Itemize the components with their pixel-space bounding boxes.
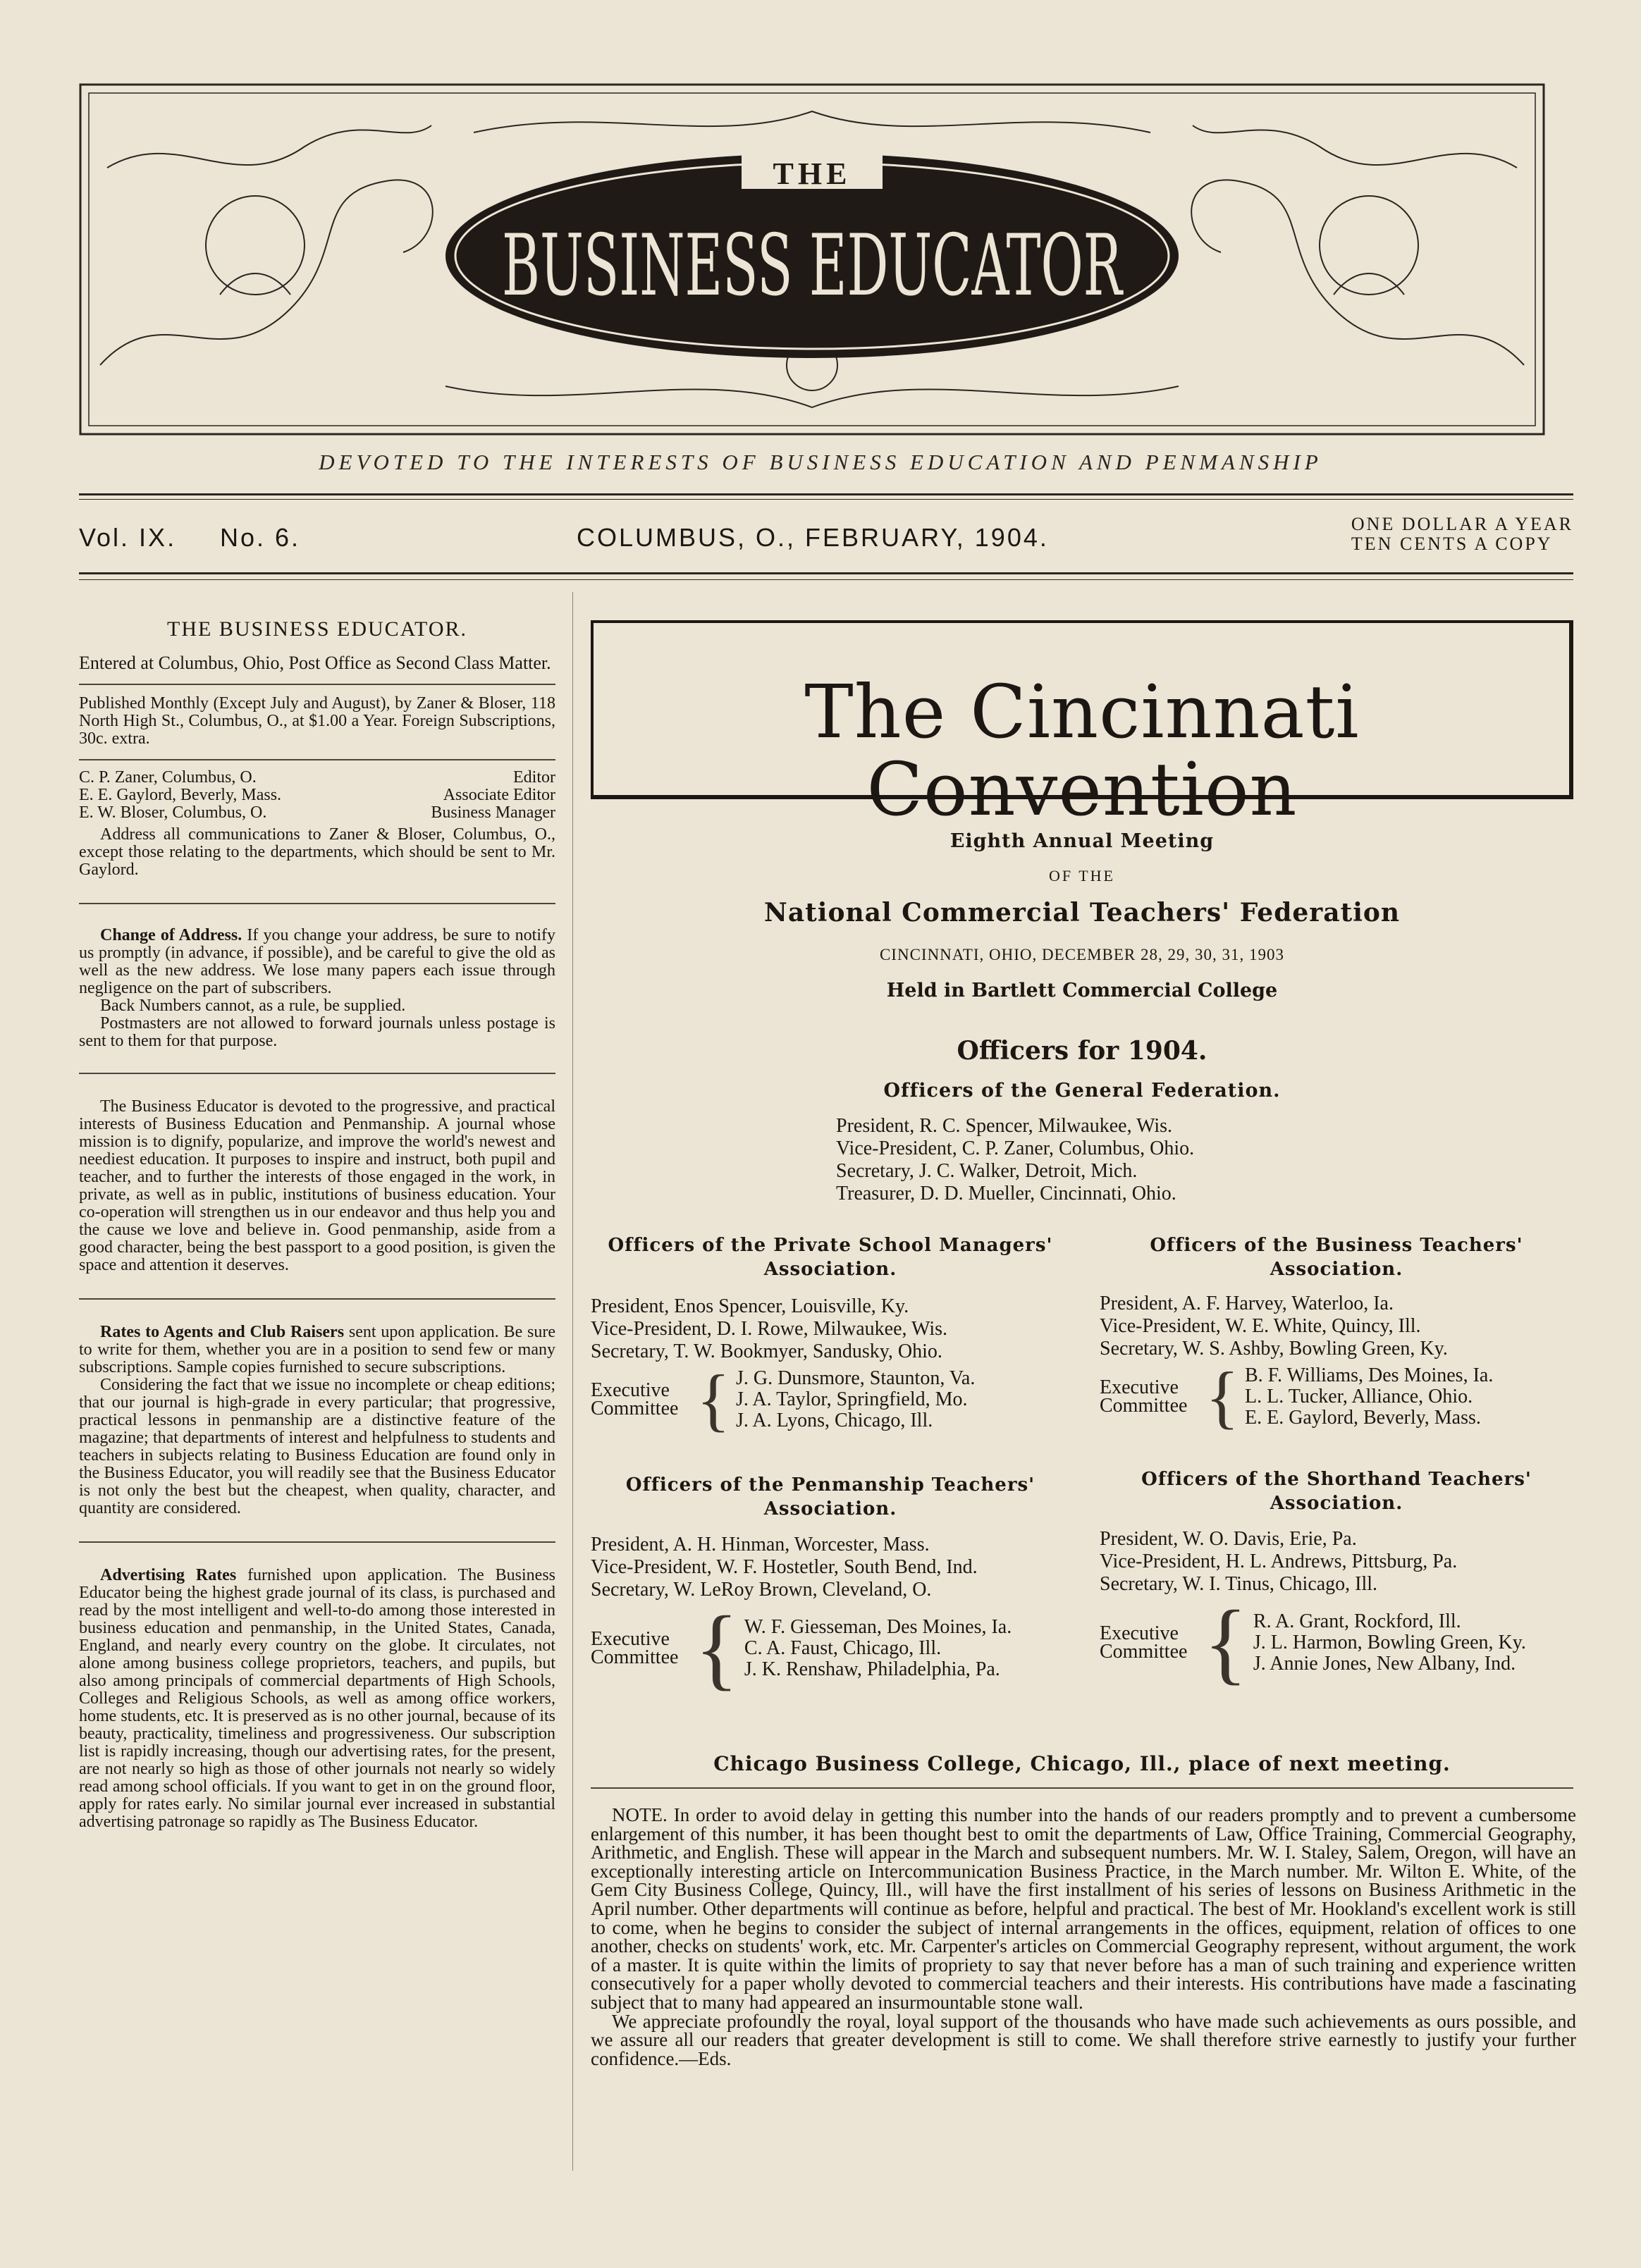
exec-member: C. A. Faust, Chicago, Ill.: [744, 1637, 942, 1659]
federation-name: National Commercial Teachers' Federation: [763, 898, 1401, 927]
divider: [591, 1787, 1573, 1789]
bottom-rule: [79, 572, 1573, 574]
journal-info: [79, 617, 555, 1831]
exec-committee: [1100, 1357, 1579, 1436]
divider: [79, 1541, 555, 1543]
divider: [79, 903, 555, 904]
officer-line: Vice-President, C. P. Zaner, Columbus, Ohio.: [836, 1138, 1195, 1159]
brace-icon: {: [1205, 1357, 1239, 1436]
masthead-logo: [79, 83, 1545, 436]
column-divider: [572, 592, 573, 2171]
exec-member: B. F. Williams, Des Moines, Ia.: [1245, 1364, 1494, 1386]
rates-agents: [79, 1324, 555, 1376]
staff-role: Business Manager: [431, 803, 555, 822]
divider: [79, 759, 555, 760]
adv-head: Advertising Rates: [100, 1566, 237, 1584]
issue-number: No. 6.: [220, 523, 301, 552]
officer-line: Secretary, W. LeRoy Brown, Cleveland, O.: [591, 1579, 932, 1601]
exec-member: J. G. Dunsmore, Staunton, Va.: [736, 1367, 976, 1389]
exec-list: [1253, 1611, 1579, 1675]
exec-committee: [1100, 1592, 1579, 1694]
back-numbers: Back Numbers cannot, as a rule, be supplied.: [100, 997, 406, 1015]
staff-row: [79, 769, 555, 787]
private-officers: [591, 1295, 1077, 1438]
advertising-rates: [79, 1567, 555, 1831]
officer-line: Treasurer, D. D. Mueller, Cincinnati, Ohio.: [836, 1183, 1176, 1204]
price-copy: TEN CENTS A COPY: [1351, 534, 1553, 554]
journal-name: THE BUSINESS EDUCATOR.: [167, 617, 467, 641]
penmanship-officers: [591, 1534, 1070, 1699]
brace-icon: {: [696, 1360, 730, 1438]
address-notice: Address all communications to Zaner & Bloser, Columbus, O., except those relating to the departments, which should be sent to Mr. Gaylord.: [79, 825, 555, 879]
brace-icon: {: [1203, 1592, 1248, 1694]
business-heading: Officers of the Business Teachers' Association.: [1150, 1235, 1523, 1280]
bottom-rule-thin: [79, 579, 1573, 580]
masthead-tagline: DEVOTED TO THE INTERESTS OF BUSINESS EDUCATION AND PENMANSHIP: [319, 450, 1322, 474]
shorthand-heading: Officers of the Shorthand Teachers' Association.: [1141, 1469, 1532, 1514]
staff-role: Associate Editor: [443, 786, 555, 804]
exec-member: J. L. Harmon, Bowling Green, Ky.: [1253, 1632, 1526, 1653]
officer-line: Vice-President, D. I. Rowe, Milwaukee, Wis.: [591, 1318, 948, 1340]
exec-member: J. A. Lyons, Chicago, Ill.: [736, 1410, 933, 1431]
staff-row: [79, 804, 555, 822]
masthead-the: THE: [773, 156, 852, 191]
officer-line: Secretary, J. C. Walker, Detroit, Mich.: [836, 1160, 1138, 1182]
officer-line: President, A. H. Hinman, Worcester, Mass.: [591, 1534, 930, 1555]
exec-label: Executive Committee: [591, 1379, 679, 1419]
volume: Vol. IX.: [79, 523, 177, 552]
meeting-line: Eighth Annual Meeting: [949, 830, 1215, 852]
officer-line: Secretary, T. W. Bookmyer, Sandusky, Ohio.: [591, 1341, 942, 1362]
exec-member: E. E. Gaylord, Beverly, Mass.: [1245, 1407, 1481, 1429]
private-heading: Officers of the Private School Managers' Association.: [608, 1235, 1053, 1280]
staff-list: [79, 769, 555, 822]
postmasters: Postmasters are not allowed to forward journals unless postage is sent to them for that purpose.: [79, 1014, 555, 1050]
divider: [79, 1073, 555, 1074]
officers-heading: Officers for 1904.: [957, 1036, 1207, 1066]
next-meeting: Chicago Business College, Chicago, Ill., place of next meeting.: [713, 1752, 1451, 1775]
top-rule-thin: [79, 499, 1573, 500]
considering-text: Considering the fact that we issue no incomplete or cheap editions; that our journal is high-grade in every particular; that progressive, practical lessons in penmanship are a distinctive feature of the magazine; that departments of interest and helpfulness to students and teachers in subjects relating to Business Education are found only in the Business Educator, you will readily see that the Business Educator is not only the best but the cheapest, when quality, character, and quantity are considered.: [79, 1376, 555, 1517]
exec-member: R. A. Grant, Rockford, Ill.: [1253, 1610, 1461, 1632]
exec-label: Executive Committee: [1100, 1376, 1188, 1417]
masthead-title: BUSINESS EDUCATOR: [502, 217, 1124, 315]
exec-committee: [591, 1360, 1077, 1438]
exec-list: [736, 1368, 975, 1431]
price: [1351, 514, 1573, 554]
entered-notice: Entered at Columbus, Ohio, Post Office as Second Class Matter.: [79, 653, 551, 673]
exec-member: L. L. Tucker, Alliance, Ohio.: [1245, 1386, 1473, 1407]
of-the-line: OF THE: [1049, 867, 1115, 885]
rates-head: Rates to Agents and Club Raisers: [100, 1323, 345, 1341]
note-paragraph: We appreciate profoundly the royal, loyal support of the thousands who have made such achievements as ours possible, and we assure all our readers that greater development is still to come. We shall therefore strive earnestly to justify your further confidence.—Eds.: [591, 2010, 1576, 2069]
exec-label: Executive Committee: [591, 1628, 679, 1668]
exec-list: [1245, 1365, 1493, 1429]
officer-line: President, Enos Spencer, Louisville, Ky.: [591, 1295, 909, 1317]
brace-icon: {: [694, 1598, 739, 1699]
officer-line: President, A. F. Harvey, Waterloo, Ia.: [1100, 1293, 1394, 1314]
exec-member: J. A. Taylor, Springfield, Mo.: [736, 1388, 968, 1410]
divider: [79, 1298, 555, 1300]
divider: [79, 684, 555, 685]
exec-member: J. K. Renshaw, Philadelphia, Pa.: [744, 1658, 1000, 1680]
change-head: Change of Address.: [100, 926, 242, 944]
officer-line: President, W. O. Davis, Erie, Pa.: [1100, 1528, 1357, 1550]
editors-note: [591, 1806, 1576, 2068]
exec-list: [744, 1617, 1070, 1680]
convention-title: The Cincinnati Convention: [804, 669, 1360, 832]
exec-committee: [591, 1598, 1070, 1699]
rates-text: sent upon application. Be sure to write for them, whether you are in a position to send few or many subscriptions. Sample copies furnished to secure subscriptions.: [79, 1323, 556, 1376]
published-notice: Published Monthly (Except July and August), by Zaner & Bloser, 118 North High St., Columbus, O., at $1.00 a Year. Foreign Subscriptions, 30c. extra.: [79, 694, 555, 748]
penmanship-heading: Officers of the Penmanship Teachers' Association.: [625, 1474, 1035, 1520]
convention-dates: CINCINNATI, OHIO, DECEMBER 28, 29, 30, 31, 1903: [879, 946, 1285, 963]
staff-name: E. E. Gaylord, Beverly, Mass.: [79, 786, 282, 804]
adv-text: furnished upon application. The Business Educator being the highest grade journal of its class, is purchased and read by the most intelligent and well-to-do among those interested in business education and penmanship, in the United States, Canada, England, and nearly every country on the globe. It circulates, not alone among business college proprietors, teachers, and pupils, but also among principals of commercial departments of High Schools, Colleges and Religious Schools, as well as among office workers, home students, etc. It is preserved as is no other journal, because of its beauty, practicality, timeliness and progressiveness. Our subscription list is rapidly increasing, though our advertising rates, for the present, are not nearly so high as those of other journals not nearly so widely read among school officials. If you want to get in on the ground floor, apply for rates early. No similar journal ever increased in substantial advertising patronage so rapidly as The Business Educator.: [79, 1566, 556, 1831]
officer-line: Secretary, W. S. Ashby, Bowling Green, Ky.: [1100, 1338, 1448, 1360]
officer-line: Vice-President, H. L. Andrews, Pittsburg, Pa.: [1100, 1551, 1458, 1572]
officer-line: Vice-President, W. E. White, Quincy, Ill.: [1100, 1315, 1421, 1337]
business-officers: [1100, 1293, 1579, 1436]
exec-member: W. F. Giesseman, Des Moines, Ia.: [744, 1616, 1012, 1638]
devoted-text: The Business Educator is devoted to the progressive, and practical interests of Business Education and Penmanship. A journal whose mission is to dignify, popularize, and improve the world's newest and neediest education. It purposes to inspire and instruct, both pupil and teacher, and to further the interests of those engaged in the work, in private, as well as in public, institutions of business education. Your co-operation will strengthen us in our endeavor and thus help you and the cause we love and believe in. Good penmanship, aside from a good character, being the best passport to a good position, is given the space and attention it deserves.: [79, 1097, 555, 1274]
officer-line: Vice-President, W. F. Hostetler, South Bend, Ind.: [591, 1556, 978, 1578]
staff-role: Editor: [513, 768, 555, 787]
staff-name: C. P. Zaner, Columbus, O.: [79, 768, 257, 787]
officer-line: Secretary, W. I. Tinus, Chicago, Ill.: [1100, 1573, 1378, 1595]
exec-label: Executive Committee: [1100, 1622, 1188, 1663]
place-date: COLUMBUS, O., FEBRUARY, 1904.: [577, 523, 1049, 552]
shorthand-officers: [1100, 1528, 1579, 1694]
general-officers: [836, 1115, 1470, 1205]
change-of-address: [79, 927, 555, 997]
change-text: If you change your address, be sure to notify us promptly (in advance, if possible), and be careful to give the old as well as the new address. We lose many papers each issue through negligence on the part of subscribers.: [79, 926, 555, 997]
price-year: ONE DOLLAR A YEAR: [1351, 514, 1573, 534]
officer-line: President, R. C. Spencer, Milwaukee, Wis.: [836, 1115, 1173, 1137]
staff-row: [79, 787, 555, 804]
exec-member: J. Annie Jones, New Albany, Ind.: [1253, 1653, 1516, 1675]
note-paragraph: NOTE. In order to avoid delay in getting this number into the hands of our readers promptly and to prevent a cumbersome enlargement of this number, it has been thought best to omit the departments of Law, Office Training, Commercial Geography, Arithmetic, and English. These will appear in the March and subsequent numbers. Mr. W. I. Staley, Salem, Oregon, will have an exceptionally interesting article on Intercommunication Business Practice, in the March number. Mr. Wilton E. White, of the Gem City Business College, Quincy, Ill., will have the first installment of his series of lessons on Business Arithmetic in the April number. Other departments will continue as before, helpful and practical. The best of Mr. Hookland's excellent work is still to come, when he begins to consider the subject of internal arrangements in the offices, equipment, relation of offices to one another, checks on students' work, etc. Mr. Carpenter's articles on Commercial Geography represent, without argument, the work of a master. It is quite within the limits of propriety to say that never before has a man of such training and experience written consecutively for a paper wholly devoted to commercial teachers and their interests. His contributions have made a fascinating subject that to many had appeared an insurmountable stone wall.: [591, 1804, 1576, 2013]
staff-name: E. W. Bloser, Columbus, O.: [79, 803, 267, 822]
top-rule: [79, 493, 1573, 495]
held-line: Held in Bartlett Commercial College: [886, 980, 1278, 1002]
general-heading: Officers of the General Federation.: [883, 1080, 1281, 1102]
